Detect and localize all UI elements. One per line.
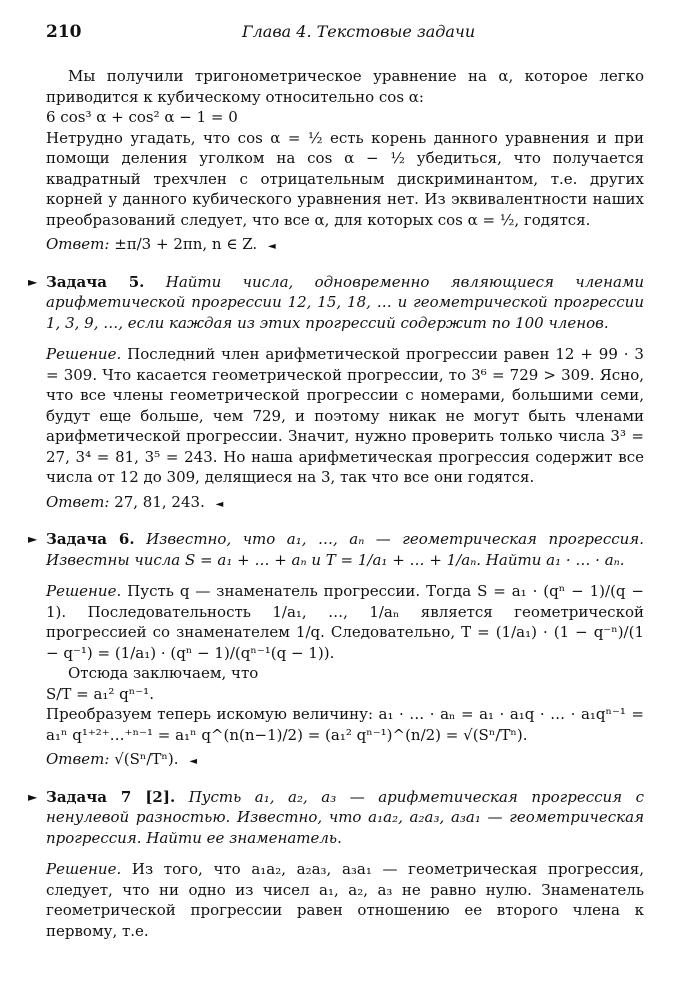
problem-label: Задача 6.	[46, 530, 135, 548]
problem-text: Пусть a₁, a₂, a₃ — арифметическая прогрессия с ненулевой разностью. Известно, что a₁a₂, a₂a₃, a₃a₁ — геометрическая прогрессия. Найти ее знаменатель.	[46, 787, 644, 847]
chapter-title: Глава 4. Текстовые задачи	[242, 22, 476, 41]
problem-7	[28, 787, 644, 849]
running-header	[46, 22, 640, 46]
problem-text: Найти числа, одновременно являющиеся членами арифметической прогрессии 12, 15, 18, … и геометрической прогрессии 1, 3, 9, …, если каждая из этих прогрессий содержит по 100 членов.	[46, 272, 644, 332]
answer-value: √(Sⁿ/Tⁿ).	[114, 750, 179, 768]
solution-text: Последний член арифметической прогрессии равен 12 + 99 · 3 = 309. Что касается геометрической прогрессии, то 3⁶ = 729 > 309. Ясно, что все члены геометрической прогрессии с номерами, большими семи, будут еще больше, чем 729, и поэтому никак не могут быть членами арифметической прогрессии. Значит, нужно проверить только числа 3³ = 27, 3⁴ = 81, 3⁵ = 243. Но наша арифметическая прогрессия содержит все числа от 12 до 309, делящиеся на 3, так что все они годятся.	[46, 345, 644, 486]
answer-value: 27, 81, 243.	[114, 492, 205, 511]
answer-label: Ответ:	[46, 235, 110, 253]
paragraph-intro: Мы получили тригонометрическое уравнение на α, которое легко приводится к кубическому относительно cos α:	[46, 67, 644, 106]
solution-label: Решение.	[46, 582, 122, 600]
page-number: 210	[46, 22, 82, 42]
answer-line-5	[46, 492, 644, 516]
solution-5	[46, 344, 644, 488]
problem-label: Задача 5.	[46, 272, 145, 291]
solution-text: Пусть q — знаменатель прогрессии. Тогда S = a₁ · (qⁿ − 1)/(q − 1). Последовательность 1/a₁, …, 1/aₙ является геометрической прогрессией со знаменателем 1/q. Следовательно, T = (1/a₁) · (1 − q⁻ⁿ)/(1 − q⁻¹) = (1/a₁) · (qⁿ − 1)/(qⁿ⁻¹(q − 1)).	[46, 582, 644, 662]
problem-marker-icon: ►	[28, 274, 38, 289]
answer-value: ±π/3 + 2πn, n ∈ Z.	[114, 235, 258, 253]
solution-label: Решение.	[46, 345, 122, 363]
problem-marker-icon: ►	[28, 532, 38, 546]
solution-label: Решение.	[46, 860, 122, 878]
problem-5	[28, 272, 644, 334]
answer-label: Ответ:	[46, 492, 110, 511]
end-of-solution-mark: ◄	[215, 498, 224, 510]
solution-7	[46, 859, 644, 941]
problem-label: Задача 7 [2].	[46, 787, 176, 806]
page-body	[28, 66, 644, 941]
paragraph-transform: Преобразуем теперь искомую величину: a₁ · … · aₙ = a₁ · a₁q · … · a₁qⁿ⁻¹ = a₁ⁿ q¹⁺²⁺…⁺ⁿ⁻¹ = a₁ⁿ q^(n(n−1)/2) = (a₁² qⁿ⁻¹)^(n/2) = √(Sⁿ/Tⁿ).	[46, 705, 644, 744]
paragraph-guess: Нетрудно угадать, что cos α = ½ есть корень данного уравнения и при помощи деления уголком на cos α − ½ убедиться, что получается квадратный трехчлен с отрицательным дискриминантом, т.е. других корней у данного кубического уравнения нет. Из эквивалентности наших преобразований следует, что все α, для которых cos α = ½, годятся.	[46, 128, 644, 229]
end-of-solution-mark: ◄	[267, 241, 276, 252]
end-of-solution-mark: ◄	[189, 756, 198, 767]
answer-label: Ответ:	[46, 750, 110, 768]
problem-6	[28, 529, 644, 570]
problem-marker-icon: ►	[28, 789, 38, 804]
equation-s-over-t: S/T = a₁² qⁿ⁻¹.	[46, 684, 154, 703]
solution-text: Из того, что a₁a₂, a₂a₃, a₃a₁ — геометрическая прогрессия, следует, что ни одно из чисел a₁, a₂, a₃ не равно нулю. Знаменатель геометрической прогрессии равен отношению ее второго члена к первому, т.е.	[46, 860, 644, 940]
answer-line-4	[46, 234, 644, 258]
solution-6	[46, 581, 644, 663]
paragraph-conclude: Отсюда заключаем, что	[68, 664, 259, 682]
answer-line-6	[46, 749, 644, 773]
equation-cubic: 6 cos³ α + cos² α − 1 = 0	[46, 108, 238, 126]
problem-text: Известно, что a₁, …, aₙ — геометрическая прогрессия. Известны числа S = a₁ + … + aₙ и T = 1/a₁ + … + 1/aₙ. Найти a₁ · … · aₙ.	[46, 530, 644, 569]
